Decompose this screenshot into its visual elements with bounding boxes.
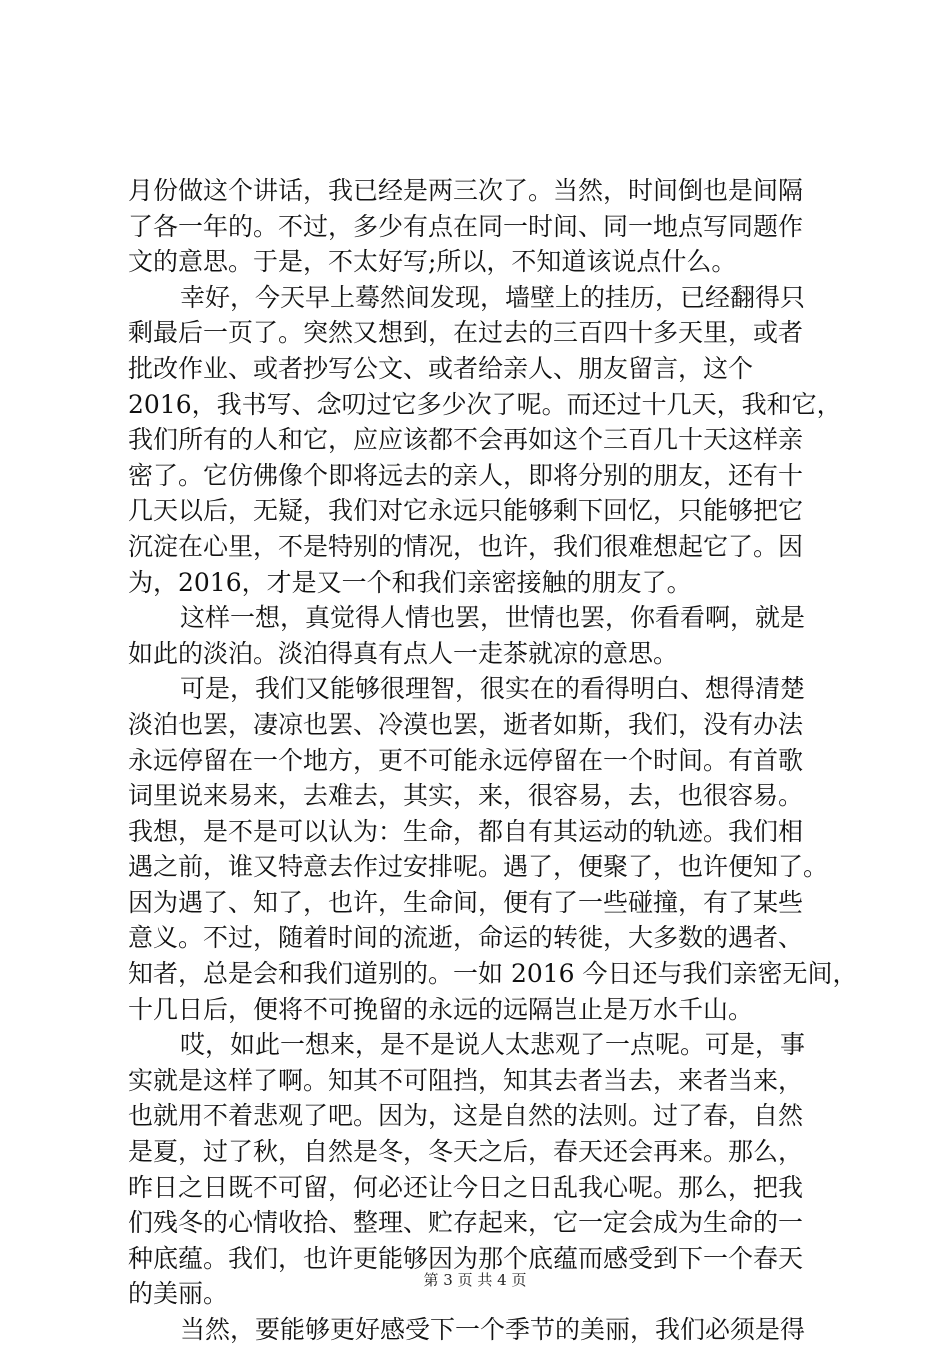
text-line: 我们所有的人和它，应应该都不会再如这个三百几十天这样亲 <box>128 425 804 455</box>
text-line: 几天以后，无疑，我们对它永远只能够剩下回忆，只能够把它 <box>128 496 804 526</box>
text-line: 可是，我们又能够很理智，很实在的看得明白、想得清楚 <box>180 674 806 704</box>
text-line: 意义。不过，随着时间的流逝，命运的转徙，大多数的遇者、 <box>128 923 804 953</box>
text-line: 如此的淡泊。淡泊得真有点人一走茶就凉的意思。 <box>128 638 679 668</box>
text-line: 这样一想，真觉得人情也罢，世情也罢，你看看啊，就是 <box>180 603 806 633</box>
text-line: 2016，我书写、念叨过它多少次了呢。而还过十几天，我和它， <box>128 389 842 419</box>
text-line: 为，2016，才是又一个和我们亲密接触的朋友了。 <box>128 567 692 597</box>
text-line: 密了。它仿佛像个即将远去的亲人，即将分别的朋友，还有十 <box>128 460 804 490</box>
text-line: 遇之前，谁又特意去作过安排呢。遇了，便聚了，也许便知了。 <box>128 852 829 882</box>
text-line: 十几日后，便将不可挽留的永远的远隔岂止是万水千山。 <box>128 994 754 1024</box>
text-line: 淡泊也罢，凄凉也罢、冷漠也罢，逝者如斯，我们，没有办法 <box>128 709 804 739</box>
text-line: 批改作业、或者抄写公文、或者给亲人、朋友留言，这个 <box>128 353 754 383</box>
text-line: 种底蕴。我们，也许更能够因为那个底蕴而感受到下一个春天 <box>128 1243 804 1273</box>
text-line: 文的意思。于是，不太好写;所以，不知道该说点什么。 <box>128 247 737 277</box>
text-line: 月份做这个讲话，我已经是两三次了。当然，时间倒也是间隔 <box>128 176 804 205</box>
document-body <box>128 173 858 1348</box>
text-line: 是夏，过了秋，自然是冬，冬天之后，春天还会再来。那么， <box>128 1137 804 1167</box>
text-line: 实就是这样了啊。知其不可阻挡，知其去者当去，来者当来， <box>128 1065 804 1095</box>
text-line: 我想，是不是可以认为：生命，都自有其运动的轨迹。我们相 <box>128 816 804 846</box>
text-line: 也就用不着悲观了吧。因为，这是自然的法则。过了春，自然 <box>128 1101 804 1131</box>
text-line: 永远停留在一个地方，更不可能永远停留在一个时间。有首歌 <box>128 745 804 775</box>
text-line: 们残冬的心情收拾、整理、贮存起来，它一定会成为生命的一 <box>128 1208 804 1238</box>
text-line: 的美丽。 <box>128 1279 229 1309</box>
text-line: 当然，要能够更好感受下一个季节的美丽，我们必须是得 <box>180 1315 806 1344</box>
text-line: 哎，如此一想来，是不是说人太悲观了一点呢。可是，事 <box>180 1030 806 1060</box>
text-line: 词里说来易来，去难去，其实，来，很容易，去，也很容易。 <box>128 781 804 811</box>
text-line: 了各一年的。不过，多少有点在同一时间、同一地点写同题作 <box>128 211 804 241</box>
text-line: 剩最后一页了。突然又想到，在过去的三百四十多天里，或者 <box>128 318 804 348</box>
page-number-footer: 第 3 页 共 4 页 <box>423 1271 527 1289</box>
text-line: 沉淀在心里，不是特别的情况，也许，我们很难想起它了。因 <box>128 531 804 561</box>
text-line: 知者，总是会和我们道别的。一如 2016 今日还与我们亲密无间， <box>128 959 858 989</box>
text-line: 昨日之日既不可留，何必还让今日之日乱我心呢。那么，把我 <box>128 1172 804 1202</box>
text-line: 因为遇了、知了，也许，生命间，便有了一些碰撞，有了某些 <box>128 887 804 917</box>
text-line: 幸好，今天早上蓦然间发现，墙壁上的挂历，已经翻得只 <box>180 282 806 312</box>
